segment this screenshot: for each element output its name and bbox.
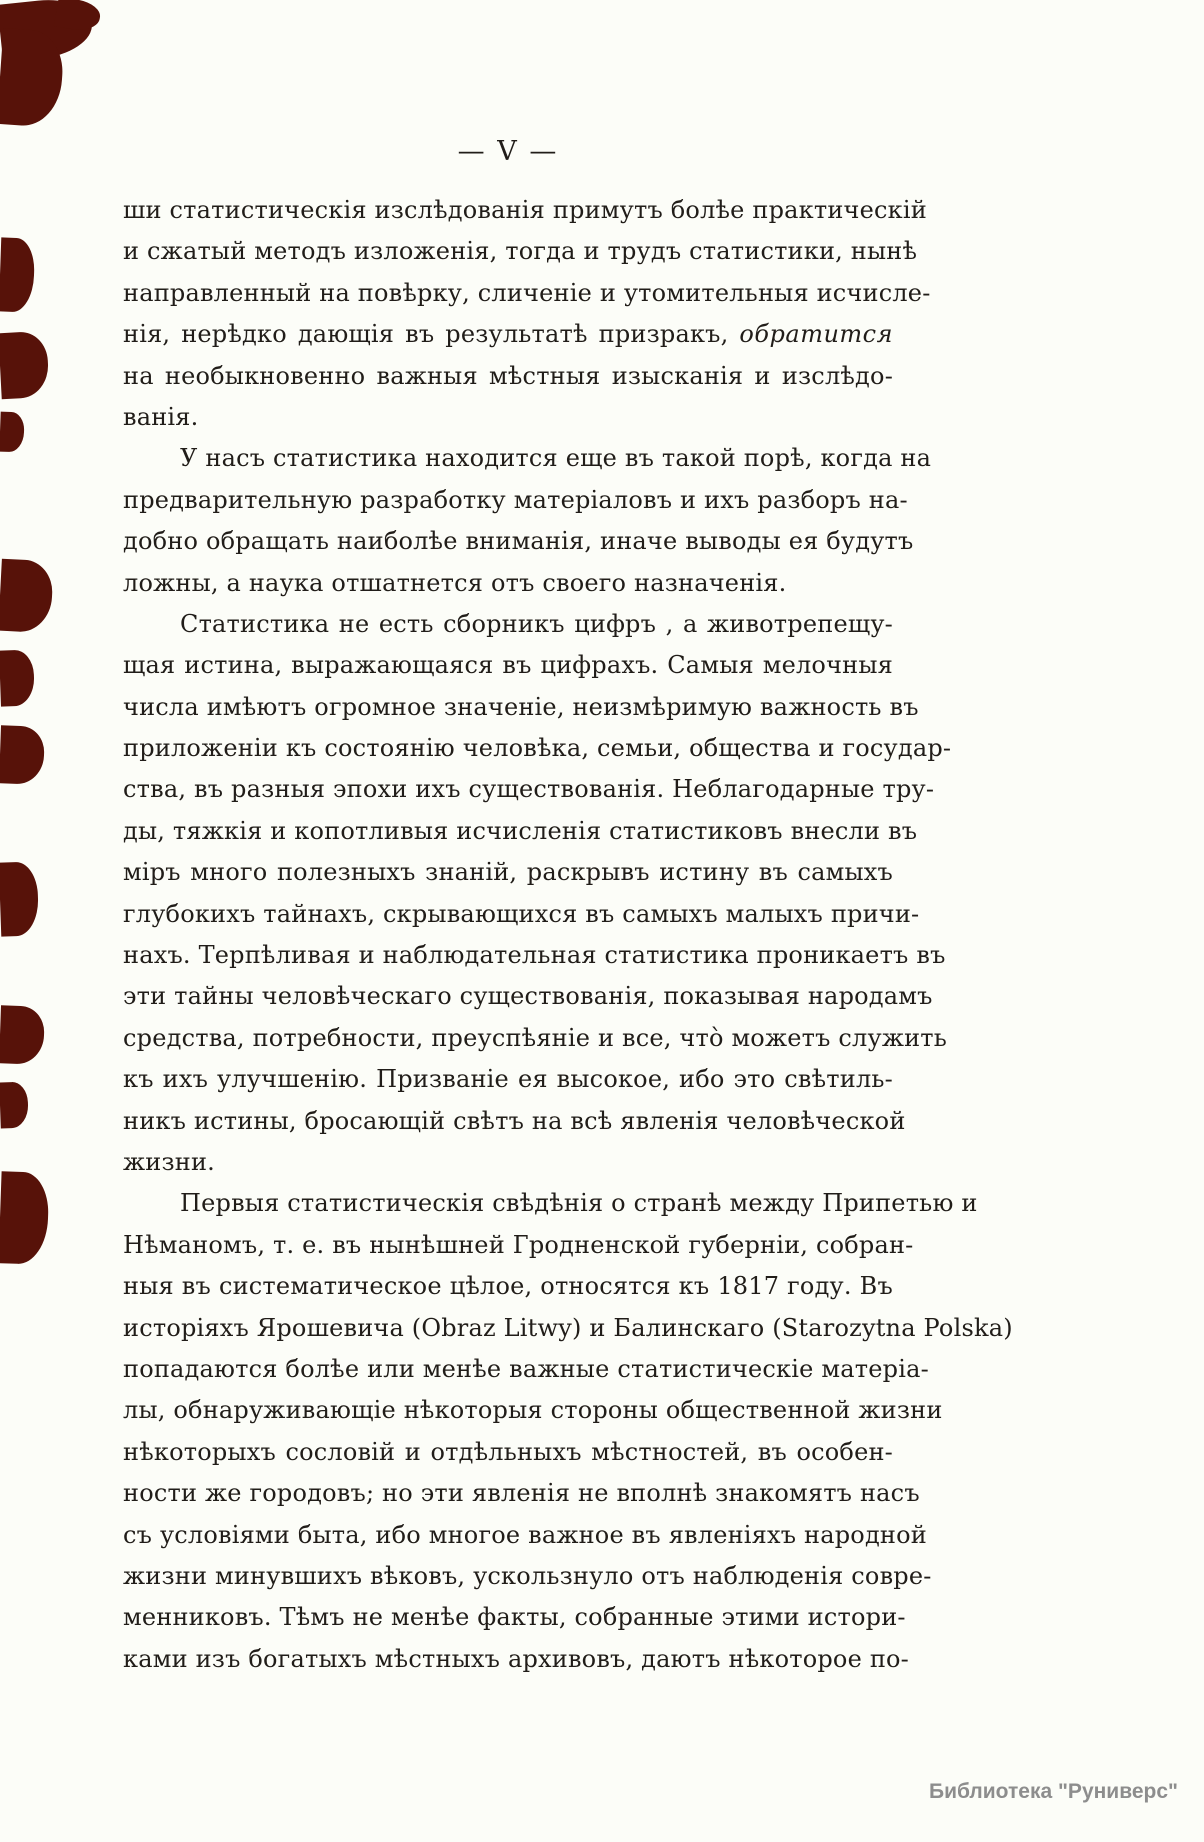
text-line: никъ истины, бросающій свѣтъ на всѣ явленія человѣческой [123, 1106, 906, 1135]
text-line: жизни минувшихъ вѣковъ, ускользнуло отъ наблюденія совре- [123, 1561, 932, 1590]
text-line: Нѣманомъ, т. е. въ нынѣшней Гродненской губерніи, собран- [123, 1230, 914, 1259]
text-line: Статистика не есть сборникъ цифръ , а животрепещу- [180, 609, 893, 638]
text-line: ложны, а наука отшатнется отъ своего назначенія. [123, 568, 787, 597]
text-line: на необыкновенно важныя мѣстныя изысканія и изслѣдо- [123, 361, 893, 390]
text-line: лы, обнаруживающіе нѣкоторыя стороны общественной жизни [123, 1396, 943, 1425]
text-line: числа имѣютъ огромное значеніе, неизмѣримую важность въ [123, 692, 919, 721]
scan-stain [0, 1082, 29, 1129]
text-line: направленный на повѣрку, сличеніе и утомительныя исчисле- [123, 278, 931, 307]
text-block [123, 190, 1013, 1680]
watermark: Библиотека "Руниверс" [928, 1780, 1178, 1803]
text-line: нахъ. Терпѣливая и наблюдательная статистика проникаетъ въ [123, 941, 946, 970]
text-line: менниковъ. Тѣмъ не менѣе факты, собранные этими истори- [123, 1603, 906, 1632]
text-line: жизни. [123, 1147, 215, 1176]
text-line: ками изъ богатыхъ мѣстныхъ архивовъ, даютъ нѣкоторое по- [123, 1644, 909, 1673]
scan-stain [0, 331, 50, 399]
scan-stain [0, 861, 39, 936]
text-line: ства, въ разныя эпохи ихъ существованія. Неблагодарные тру- [123, 775, 935, 804]
text-line: міръ много полезныхъ знаній, раскрывъ истину въ самыхъ [123, 858, 893, 887]
text-line: средства, потребности, преуспѣяніе и все, что̀ можетъ служить [123, 1023, 948, 1052]
scan-stain [0, 412, 25, 453]
text-line: эти тайны человѣческаго существованія, показывая народамъ [123, 982, 933, 1011]
text-line: приложеніи къ состоянію человѣка, семьи, общества и государ- [123, 734, 952, 763]
scan-stain [0, 725, 45, 785]
page-number: — V — [457, 136, 559, 167]
text-line: ши статистическія изслѣдованія примутъ болѣе практическій [123, 196, 927, 224]
scan-stain [0, 1171, 50, 1265]
scan-stain [0, 649, 35, 706]
text-line: нія, нерѣдко дающія въ результатѣ призракъ, обратится [123, 320, 893, 349]
text-line: У насъ статистика находится еще въ такой порѣ, когда на [180, 444, 932, 473]
text-line: попадаются болѣе или менѣе важные статистическіе матеріа- [123, 1354, 929, 1383]
text-line: нѣкоторыхъ сословій и отдѣльныхъ мѣстностей, въ особен- [123, 1437, 893, 1466]
text-line: глубокихъ тайнахъ, скрывающихся въ самыхъ малыхъ причи- [123, 899, 920, 928]
text-line: щая истина, выражающаяся въ цифрахъ. Самыя мелочныя [123, 651, 893, 680]
text-line: исторіяхъ Ярошевича (Obraz Litwy) и Балинскаго (Starozytna Polska) [123, 1313, 1013, 1342]
scan-stain [0, 559, 54, 634]
text-line: ды, тяжкія и копотливыя исчисленія статистиковъ внесли въ [123, 816, 918, 845]
scan-stain [0, 237, 35, 312]
text-line: ныя въ систематическое цѣлое, относятся къ 1817 году. Въ [123, 1272, 893, 1301]
text-line: добно обращать наиболѣе вниманія, иначе выводы ея будутъ [123, 527, 914, 556]
text-line: къ ихъ улучшенію. Призваніе ея высокое, ибо это свѣтиль- [123, 1065, 893, 1094]
text-line: Первыя статистическія свѣдѣнія о странѣ между Припетью и [180, 1189, 978, 1218]
text-line: съ условіями быта, ибо многое важное въ явленіяхъ народной [123, 1520, 927, 1549]
text-line: ванія. [123, 402, 199, 431]
text-line: предварительную разработку матеріаловъ и ихъ разборъ на- [123, 485, 908, 514]
scan-stain [0, 1005, 45, 1065]
text-line: и сжатый методъ изложенія, тогда и трудъ статистики, нынѣ [123, 237, 918, 266]
text-line: ности же городовъ; но эти явленія не вполнѣ знакомятъ насъ [123, 1479, 920, 1508]
